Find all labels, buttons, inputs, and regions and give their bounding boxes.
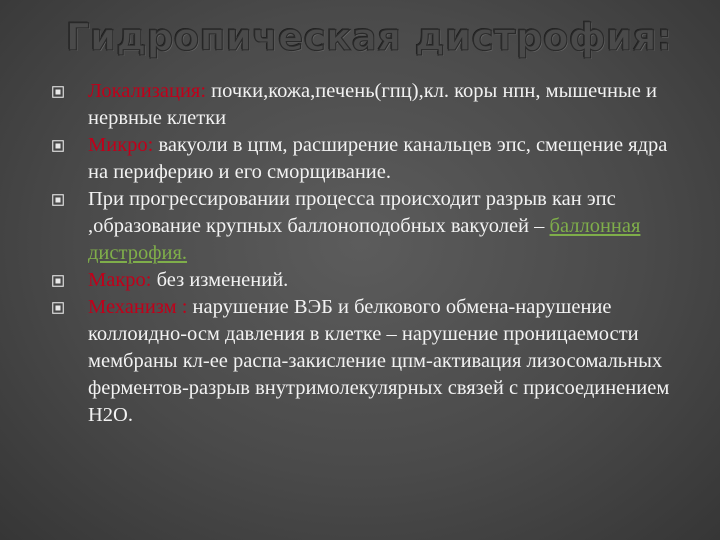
bullet-term: Макро: bbox=[88, 269, 152, 291]
bullet-text: почки,кожа,печень(гпц),кл. коры нпн, мышечные и нервные клетки bbox=[88, 80, 657, 129]
bullet-micro bbox=[52, 132, 692, 186]
bullet-text: нарушение ВЭБ и белкового обмена-нарушение коллоидно-осм давления в клетке – нарушение проницаемости мембраны кл-ее распа-закисление цпм-активация лизосомальных ферментов-разрыв внутримолекулярных связей с присоединением Н2О. bbox=[88, 296, 670, 426]
boxed-square-bullet-icon bbox=[52, 194, 64, 206]
bullet-term: Локализация: bbox=[88, 80, 207, 102]
bullet-text: При прогрессировании процесса происходит разрыв кан эпс ,образование крупных баллоноподобных вакуолей – bbox=[88, 188, 616, 237]
bullet-macro bbox=[52, 267, 692, 294]
bullet-text: вакуоли в цпм, расширение канальцев эпс, смещение ядра на периферию и его сморщивание. bbox=[88, 134, 668, 183]
bullet-mechanism bbox=[52, 294, 692, 429]
boxed-square-bullet-icon bbox=[52, 275, 64, 287]
boxed-square-bullet-icon bbox=[52, 140, 64, 152]
bullet-list bbox=[52, 78, 692, 429]
bullet-localization bbox=[52, 78, 692, 132]
bullet-text: без изменений. bbox=[151, 269, 289, 291]
boxed-square-bullet-icon bbox=[52, 302, 64, 314]
bullet-term: Микро: bbox=[88, 134, 154, 156]
boxed-square-bullet-icon bbox=[52, 86, 64, 98]
bullet-term: Механизм : bbox=[88, 296, 188, 318]
balloon-dystrophy-link[interactable]: баллонная дистрофия. bbox=[88, 215, 641, 264]
bullet-progression bbox=[52, 186, 692, 267]
slide-title: Гидропическая дистрофия: bbox=[66, 16, 673, 59]
